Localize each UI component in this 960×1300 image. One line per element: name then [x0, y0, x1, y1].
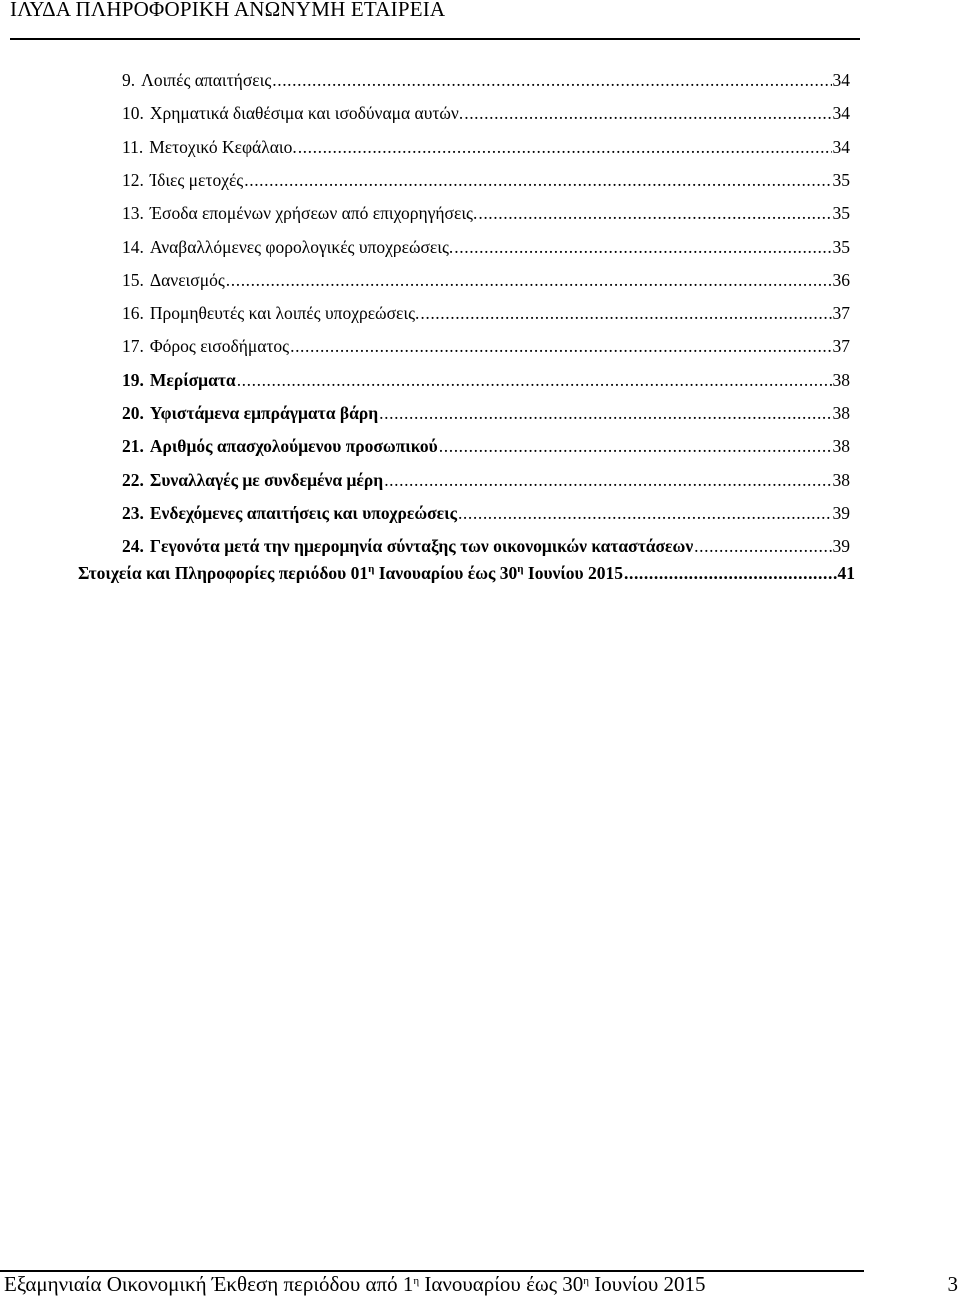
- toc-entry[interactable]: [122, 364, 850, 396]
- toc-entry-page: 35: [832, 203, 850, 223]
- toc-entry[interactable]: [122, 397, 850, 429]
- toc-entry[interactable]: [122, 264, 850, 296]
- company-name: ΙΛΥΔΑ ΠΛΗΡΟΦΟΡΙΚΗ ΑΝΩΝΥΜΗ ΕΤΑΙΡΕΙΑ: [10, 0, 446, 21]
- toc-dot-leader: [458, 497, 832, 529]
- toc-entry-title: Συναλλαγές με συνδεμένα μέρη: [149, 470, 384, 490]
- toc-dot-leader: [454, 231, 831, 263]
- toc-entry-title: Προμηθευτές και λοιπές υποχρεώσεις.: [149, 303, 420, 323]
- toc-entry-page: 39: [832, 536, 850, 556]
- toc-entry-page: 34: [832, 70, 850, 90]
- toc-entry-title: Στοιχεία και Πληροφορίες περιόδου $01^\eta$ Ιανουαρίου έως $30^\eta$ Ιουνίου 2015: [78, 563, 623, 583]
- toc-entry-page: 35: [832, 237, 850, 257]
- toc-entry-page: 41: [837, 563, 855, 583]
- toc-dot-leader: [478, 197, 831, 229]
- toc-dot-leader: [237, 364, 832, 396]
- toc-entry-title: Μετοχικό Κεφάλαιο.: [149, 137, 297, 157]
- toc-dot-leader: [226, 264, 832, 296]
- toc-entry-number: 9.: [122, 70, 136, 90]
- toc-entry-page: 38: [832, 403, 850, 423]
- footer-report-title: Εξαμηνιαία Οικονομική Έκθεση περιόδου από $1^\eta$ Ιανουαρίου έως $30^\eta$ Ιουνίου 2015: [4, 1272, 706, 1296]
- toc-dot-leader: [439, 430, 832, 462]
- toc-entry[interactable]: [122, 97, 850, 129]
- toc-dot-leader: [384, 464, 831, 496]
- toc-entry-page: 39: [832, 503, 850, 523]
- toc-entry-number: 12.: [122, 170, 144, 190]
- toc-entry-number: 22.: [122, 470, 144, 490]
- toc-entry-title: Ενδεχόμενες απαιτήσεις και υποχρεώσεις: [149, 503, 457, 523]
- toc-entry-number: 23.: [122, 503, 144, 523]
- toc-entry-page: 34: [832, 137, 850, 157]
- toc-entry[interactable]: [122, 231, 850, 263]
- toc-entry-title: Έσοδα επομένων χρήσεων από επιχορηγήσεις.: [149, 203, 478, 223]
- toc-entry[interactable]: [122, 164, 850, 196]
- toc-entry-title: Χρηματικά διαθέσιμα και ισοδύναμα αυτών.: [149, 103, 464, 123]
- toc-entry-title: Δανεισμός: [149, 270, 225, 290]
- toc-entry[interactable]: [122, 131, 850, 163]
- toc-entry-page: 36: [832, 270, 850, 290]
- page-header: [10, 0, 860, 40]
- toc-dot-leader: [420, 297, 831, 329]
- toc-dot-leader: [298, 131, 832, 163]
- toc-entry-number: 16.: [122, 303, 144, 323]
- toc-entry-number: 10.: [122, 103, 144, 123]
- toc-entry-number: 13.: [122, 203, 144, 223]
- toc-entry[interactable]: [122, 497, 850, 529]
- toc-entry-page: 37: [832, 303, 850, 323]
- toc-entry-number: 17.: [122, 336, 144, 356]
- toc-dot-leader: [290, 330, 831, 362]
- toc-entry-final[interactable]: [78, 557, 855, 589]
- footer-page-number: 3: [947, 1272, 958, 1296]
- toc-entry[interactable]: [122, 64, 850, 96]
- toc-dot-leader: [272, 64, 831, 96]
- toc-entry-title: Ίδιες μετοχές: [149, 170, 244, 190]
- toc-entry-title: Μερίσματα: [149, 370, 236, 390]
- toc-entry-title: Αναβαλλόμενες φορολογικές υποχρεώσεις.: [149, 237, 454, 257]
- toc-entry-number: 15.: [122, 270, 144, 290]
- toc-entry-page: 35: [832, 170, 850, 190]
- toc-dot-leader: [624, 557, 837, 589]
- toc-entry-page: 38: [832, 370, 850, 390]
- toc-entry-number: 11.: [122, 137, 144, 157]
- toc-entry-number: 19.: [122, 370, 144, 390]
- toc-entry-title: Αριθμός απασχολούμενου προσωπικού: [149, 436, 438, 456]
- toc-entry-number: 14.: [122, 237, 144, 257]
- page-footer: [0, 1270, 960, 1300]
- toc-dot-leader: [464, 97, 831, 129]
- toc-entry[interactable]: [122, 297, 850, 329]
- toc-entry-title: Λοιπές απαιτήσεις: [141, 70, 272, 90]
- toc-entry[interactable]: [122, 197, 850, 229]
- toc-entry-title: Υφιστάμενα εμπράγματα βάρη: [149, 403, 379, 423]
- toc-entry[interactable]: [122, 330, 850, 362]
- toc-entry[interactable]: [122, 430, 850, 462]
- toc-entry-page: 34: [832, 103, 850, 123]
- toc-entry[interactable]: [122, 464, 850, 496]
- toc-entry-number: 21.: [122, 436, 144, 456]
- toc-entry-page: 37: [832, 336, 850, 356]
- toc-entry-title: Γεγονότα μετά την ημερομηνία σύνταξης των οικονομικών καταστάσεων: [149, 536, 694, 556]
- toc-dot-leader: [244, 164, 831, 196]
- toc-entry-page: 38: [832, 436, 850, 456]
- toc-entry-title: Φόρος εισοδήματος: [149, 336, 290, 356]
- toc-entry-page: 38: [832, 470, 850, 490]
- toc-entry-number: 24.: [122, 536, 144, 556]
- toc-entry-number: 20.: [122, 403, 144, 423]
- toc-dot-leader: [379, 397, 831, 429]
